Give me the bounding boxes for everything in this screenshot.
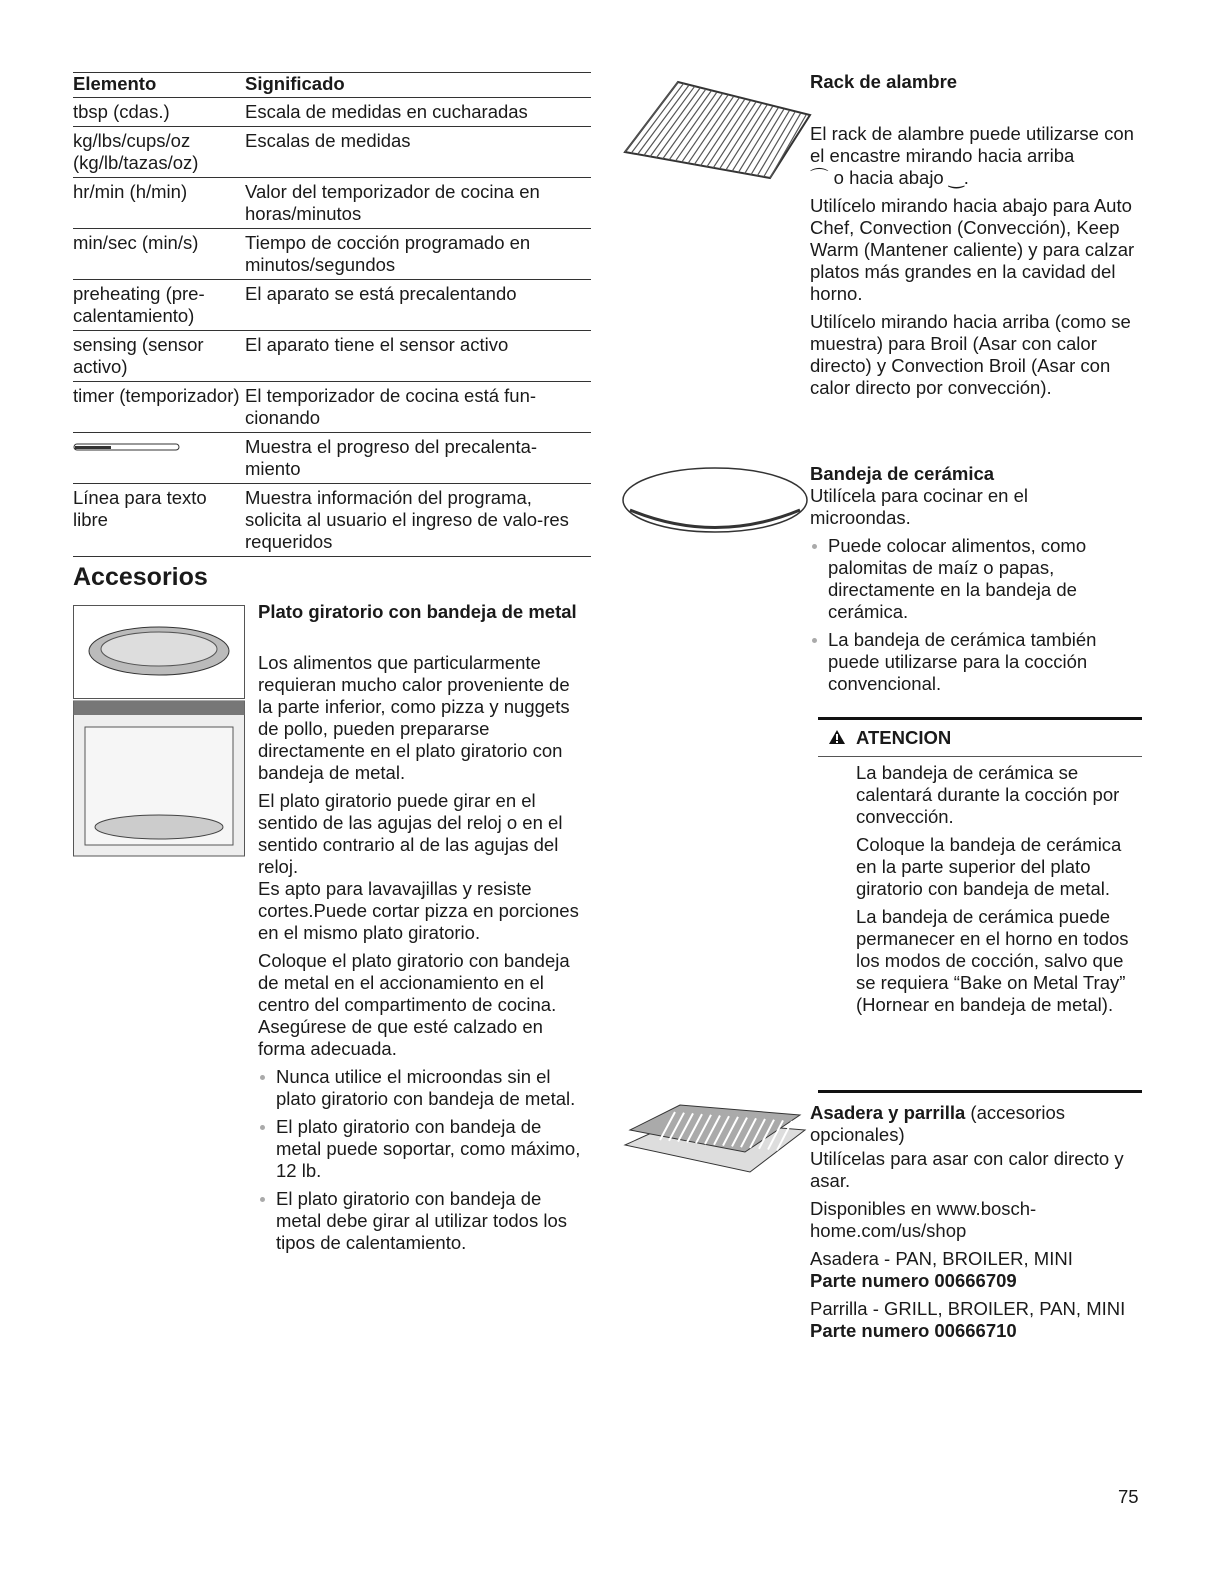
cell-elemento: kg/lbs/cups/oz (kg/lb/tazas/oz): [73, 130, 199, 173]
paragraph: Utilícelo mirando hacia abajo para Auto Chef, Convection (Convección), Keep Warm (Mantener caliente) y para calzar platos más grandes en la cavidad del horno.: [810, 195, 1135, 304]
cell-elemento: preheating (pre-calentamiento): [73, 283, 205, 326]
cell-elemento: hr/min (h/min): [73, 181, 188, 202]
turntable-bullets: [258, 1066, 588, 1254]
header-significado: Significado: [245, 73, 345, 94]
broiler-title-suffix: (accesorios opcionales): [810, 1102, 1066, 1145]
table-row: [73, 280, 591, 331]
ceramic-bullets: [810, 535, 1130, 695]
cell-elemento: [73, 436, 245, 480]
paragraph: Los alimentos que particularmente requieran mucho calor proveniente de la parte inferior, como pizza y nuggets de pollo, pueden prepararse directamente en el plato giratorio con bandeja de metal.: [258, 652, 570, 783]
header-elemento: Elemento: [73, 73, 157, 94]
table-row: [73, 229, 591, 280]
table-header: [73, 73, 591, 98]
table-row: [73, 127, 591, 178]
broiler-title: [810, 1102, 1140, 1146]
paragraph: Disponibles en www.bosch-home.com/us/shop: [810, 1198, 1037, 1241]
paragraph: Utilícelo mirando hacia arriba (como se muestra) para Broil (Asar con calor directo) y Convection Broil (Asar con calor directo por convección).: [810, 311, 1131, 398]
cell-significado: El aparato se está precalentando: [245, 283, 517, 304]
divider: [818, 1090, 1142, 1093]
paragraph: El plato giratorio puede girar en el sentido de las agujas del reloj o en el sentido contrario al de las agujas del reloj.: [258, 790, 563, 877]
divider: [818, 756, 1142, 757]
paragraph: Es apto para lavavajillas y resiste cortes.Puede cortar pizza en porciones en el mismo plato giratorio.: [258, 878, 579, 943]
cell-significado: Tiempo de cocción programado en minutos/segundos: [245, 232, 531, 275]
table-row: [73, 382, 591, 433]
ceramic-text: [810, 485, 1130, 701]
warning-title: ATENCION: [856, 727, 952, 748]
cell-elemento: timer (temporizador): [73, 385, 240, 406]
cell-significado: Escala de medidas en cucharadas: [245, 101, 528, 122]
warning-icon: [828, 729, 846, 745]
cell-elemento: Línea para texto libre: [73, 487, 207, 530]
cell-elemento: sensing (sensor activo): [73, 334, 204, 377]
table-row: [73, 433, 591, 484]
wire-rack-image: [620, 70, 812, 185]
rack-title: Rack de alambre: [810, 71, 958, 92]
part-number: Parte numero 00666710: [810, 1320, 1017, 1341]
bullet-item: Nunca utilice el microondas sin el plato giratorio con bandeja de metal.: [258, 1066, 588, 1110]
facing-up-icon: ⌒: [810, 167, 829, 188]
ceramic-tray-image: [620, 465, 810, 535]
paragraph: Utilícela para cocinar en el microondas.: [810, 485, 1028, 528]
bullet-item: El plato giratorio con bandeja de metal debe girar al utilizar todos los tipos de calentamiento.: [258, 1188, 588, 1254]
bullet-item: Puede colocar alimentos, como palomitas de maíz o papas, directamente en la bandeja de cerámica.: [810, 535, 1130, 623]
cell-significado: El temporizador de cocina está fun-cionando: [245, 385, 537, 428]
paragraph: Parrilla - GRILL, BROILER, PAN, MINI: [810, 1298, 1126, 1319]
table-row: [73, 484, 591, 557]
cell-elemento: tbsp (cdas.): [73, 101, 170, 122]
turntable-image: [73, 605, 245, 857]
broiler-text: [810, 1148, 1140, 1348]
table-row: [73, 98, 591, 127]
cell-elemento: min/sec (min/s): [73, 232, 199, 253]
cell-significado: Muestra el progreso del precalenta-miento: [245, 436, 538, 479]
cell-significado: Muestra información del programa, solicita al usuario el ingreso de valo-res requeridos: [245, 487, 569, 552]
turntable-title: Plato giratorio con bandeja de metal: [258, 601, 577, 622]
broiler-title-text: Asadera y parrilla: [810, 1102, 966, 1123]
page-number: 75: [1118, 1486, 1139, 1507]
paragraph: La bandeja de cerámica se calentará durante la cocción por convección.: [856, 762, 1120, 827]
paragraph: Coloque el plato giratorio con bandeja de metal en el accionamiento en el centro del compartimento de cocina. Asegúrese de que esté calzado en forma adecuada.: [258, 950, 570, 1059]
broiler-pan-image: [620, 1100, 810, 1175]
cell-significado: Valor del temporizador de cocina en horas/minutos: [245, 181, 540, 224]
table-row: [73, 178, 591, 229]
paragraph: Asadera - PAN, BROILER, MINI: [810, 1248, 1073, 1269]
display-elements-table: [73, 72, 591, 557]
left-top-column: [73, 72, 591, 592]
bullet-item: La bandeja de cerámica también puede utilizarse para la cocción convencional.: [810, 629, 1130, 695]
progress-bar-icon: [73, 441, 183, 453]
facing-down-icon: ‿: [948, 167, 964, 188]
table-row: [73, 331, 591, 382]
cell-significado: Escalas de medidas: [245, 130, 411, 151]
turntable-text: [258, 652, 588, 1260]
cell-significado: El aparato tiene el sensor activo: [245, 334, 509, 355]
ceramic-title: Bandeja de cerámica: [810, 463, 995, 484]
paragraph: Coloque la bandeja de cerámica en la parte superior del plato giratorio con bandeja de metal.: [856, 834, 1122, 899]
rack-text: El rack de alambre puede utilizarse con el encastre mirando hacia arriba ⌒ o hacia abajo ‿. Utilícelo mirando hacia abajo para Auto Chef, Convection (Convección), Keep Warm (Mantener caliente) y para calzar platos más grandes en la cavidad del horno. Utilícelo mirando hacia arriba (como se muestra) para Broil (Asar con calor directo) y Convection Broil (Asar con calor directo por convección).: [810, 123, 1145, 405]
part-number: Parte numero 00666709: [810, 1270, 1017, 1291]
bullet-item: El plato giratorio con bandeja de metal puede soportar, como máximo, 12 lb.: [258, 1116, 588, 1182]
paragraph: El rack de alambre puede utilizarse con el encastre mirando hacia arriba: [810, 123, 1134, 166]
paragraph: La bandeja de cerámica puede permanecer en el horno en todos los modos de cocción, salvo que se requiera “Bake on Metal Tray” (Hornear en bandeja de metal).: [856, 906, 1129, 1015]
warning-box: [818, 717, 1142, 720]
paragraph: Utilícelas para asar con calor directo y asar.: [810, 1148, 1124, 1191]
paragraph: o hacia abajo: [833, 167, 944, 188]
warning-text: [856, 762, 1141, 1022]
section-heading: Accesorios: [73, 563, 208, 591]
